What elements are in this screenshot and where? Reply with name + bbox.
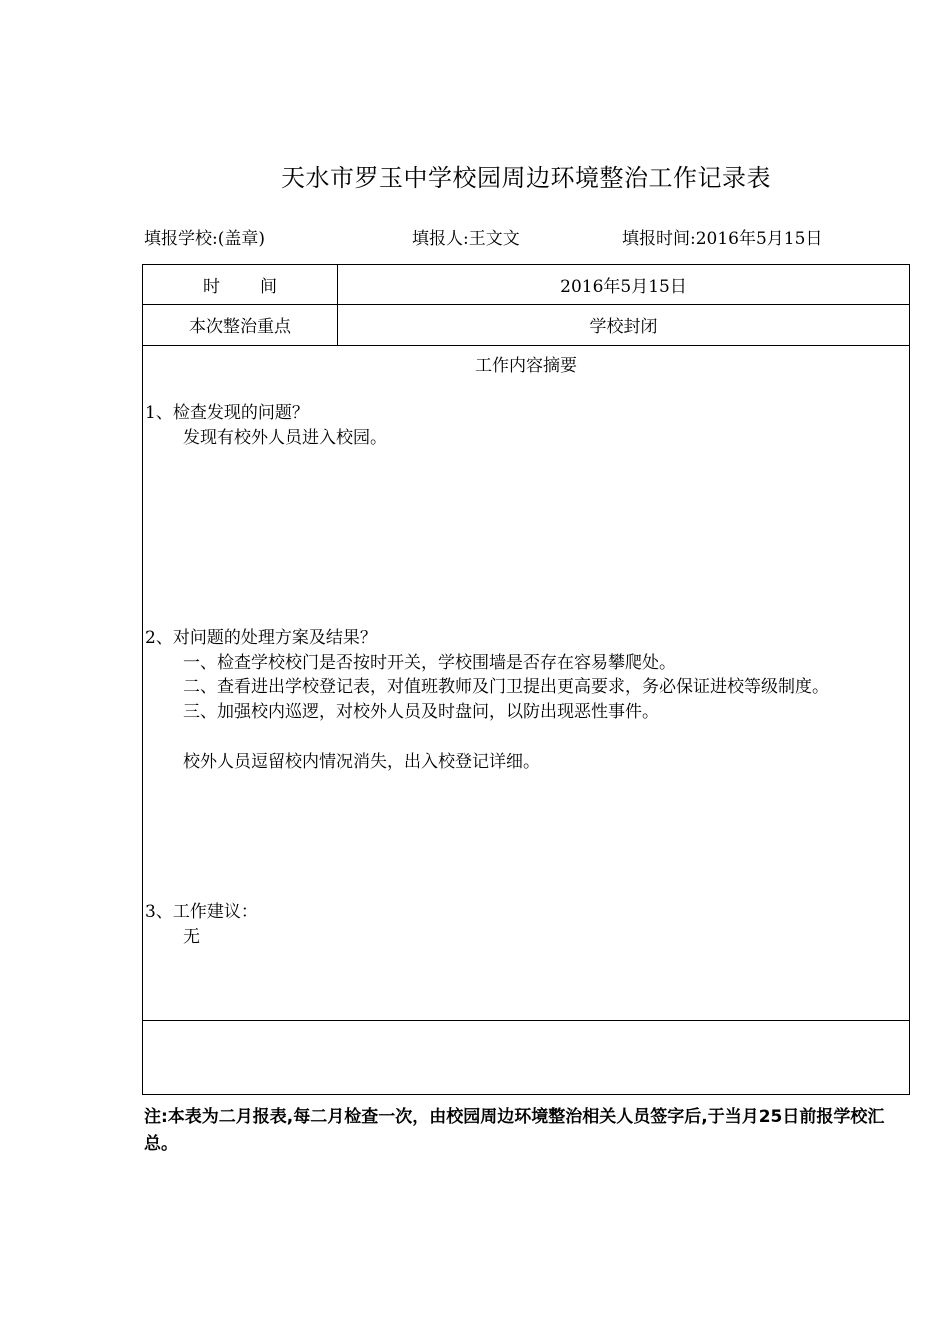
school-field: 填报学校:(盖章) xyxy=(144,229,265,249)
date-field: 填报时间:2016年5月15日 xyxy=(622,229,823,249)
answer-2-item-3: 三、加强校内巡逻，对校外人员及时盘问，以防出现恶性事件。 xyxy=(183,702,659,722)
answer-1: 发现有校外人员进入校园。 xyxy=(183,428,387,448)
document-title: 天水市罗玉中学校园周边环境整治工作记录表 xyxy=(281,164,771,192)
answer-2-result: 校外人员逗留校内情况消失，出入校登记详细。 xyxy=(183,752,540,772)
summary-cell xyxy=(143,346,909,1021)
focus-row xyxy=(143,304,909,346)
time-label: 时间 xyxy=(203,277,317,297)
filler-field: 填报人:王文文 xyxy=(412,229,520,249)
footnote: 注:本表为二月报表,每二月检查一次，由校园周边环境整治相关人员签字后,于当月25日前报学校汇总。 xyxy=(144,1107,885,1154)
answer-2-item-2: 二、查看进出学校登记表，对值班教师及门卫提出更高要求，务必保证进校等级制度。 xyxy=(183,677,829,697)
focus-value: 学校封闭 xyxy=(589,317,658,337)
answer-3: 无 xyxy=(183,927,200,947)
question-2: 2、对问题的处理方案及结果？ xyxy=(145,628,377,648)
time-value: 2016年5月15日 xyxy=(560,277,687,297)
focus-label: 本次整治重点 xyxy=(143,304,338,345)
question-1: 1、检查发现的问题？ xyxy=(145,403,309,423)
question-3: 3、工作建议： xyxy=(145,902,258,922)
signature-cell xyxy=(143,1021,909,1094)
time-label-cell xyxy=(143,265,338,304)
answer-2-item-1: 一、检查学校校门是否按时开关，学校围墙是否存在容易攀爬处。 xyxy=(183,653,676,673)
time-row xyxy=(143,265,909,305)
record-table xyxy=(142,264,910,1095)
summary-header: 工作内容摘要 xyxy=(475,356,577,376)
